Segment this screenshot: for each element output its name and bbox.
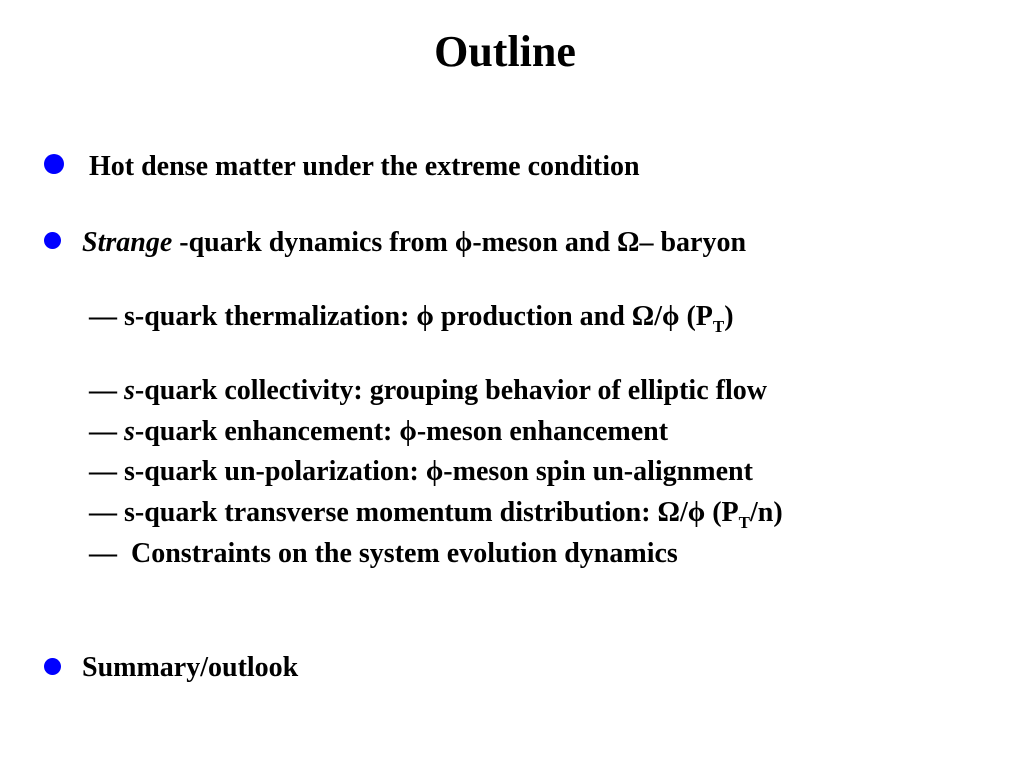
bullet-dot-icon <box>44 154 64 174</box>
bullet-hot-dense: Hot dense matter under the extreme condition <box>89 151 640 182</box>
subitem-thermalization <box>89 300 734 337</box>
slide-title: Outline <box>434 27 576 76</box>
thermalization-text: s-quark thermalization: ϕ production and Ω/ϕ (P <box>117 301 713 332</box>
dash: — <box>89 538 117 569</box>
thermalization-close: ) <box>724 301 734 332</box>
subscript-t: T <box>712 317 725 336</box>
subitem-constraints <box>89 537 678 571</box>
transverse-text: s-quark transverse momentum distribution: Ω/ϕ (P <box>117 497 739 528</box>
subscript-t: T <box>738 513 751 532</box>
subitem-collectivity <box>89 374 767 408</box>
transverse-close: /n) <box>750 497 783 528</box>
subitem-polarization <box>89 455 753 489</box>
dash: — <box>89 416 117 447</box>
bullet-dot-icon <box>44 658 61 675</box>
collectivity-text: -quark collectivity: grouping behavior of elliptic flow <box>134 375 767 406</box>
dash: — <box>89 301 117 332</box>
bullet-strange <box>82 226 746 260</box>
constraints-text: Constraints on the system evolution dynamics <box>117 538 678 569</box>
subitem-transverse <box>89 496 783 533</box>
polarization-text: s-quark un-polarization: ϕ-meson spin un-alignment <box>117 456 753 487</box>
s-italic: s <box>124 375 135 406</box>
bullet-dot-icon <box>44 232 61 249</box>
dash: — <box>89 456 117 487</box>
s-italic: s <box>124 416 135 447</box>
bullet-summary: Summary/outlook <box>82 652 299 683</box>
dash: — <box>89 375 117 406</box>
dash: — <box>89 497 117 528</box>
enhancement-text: -quark enhancement: ϕ-meson enhancement <box>134 416 669 447</box>
strange-rest: -quark dynamics from ϕ-meson and Ω– baryon <box>172 227 747 258</box>
strange-word: Strange <box>82 227 173 258</box>
subitem-enhancement <box>89 415 668 449</box>
